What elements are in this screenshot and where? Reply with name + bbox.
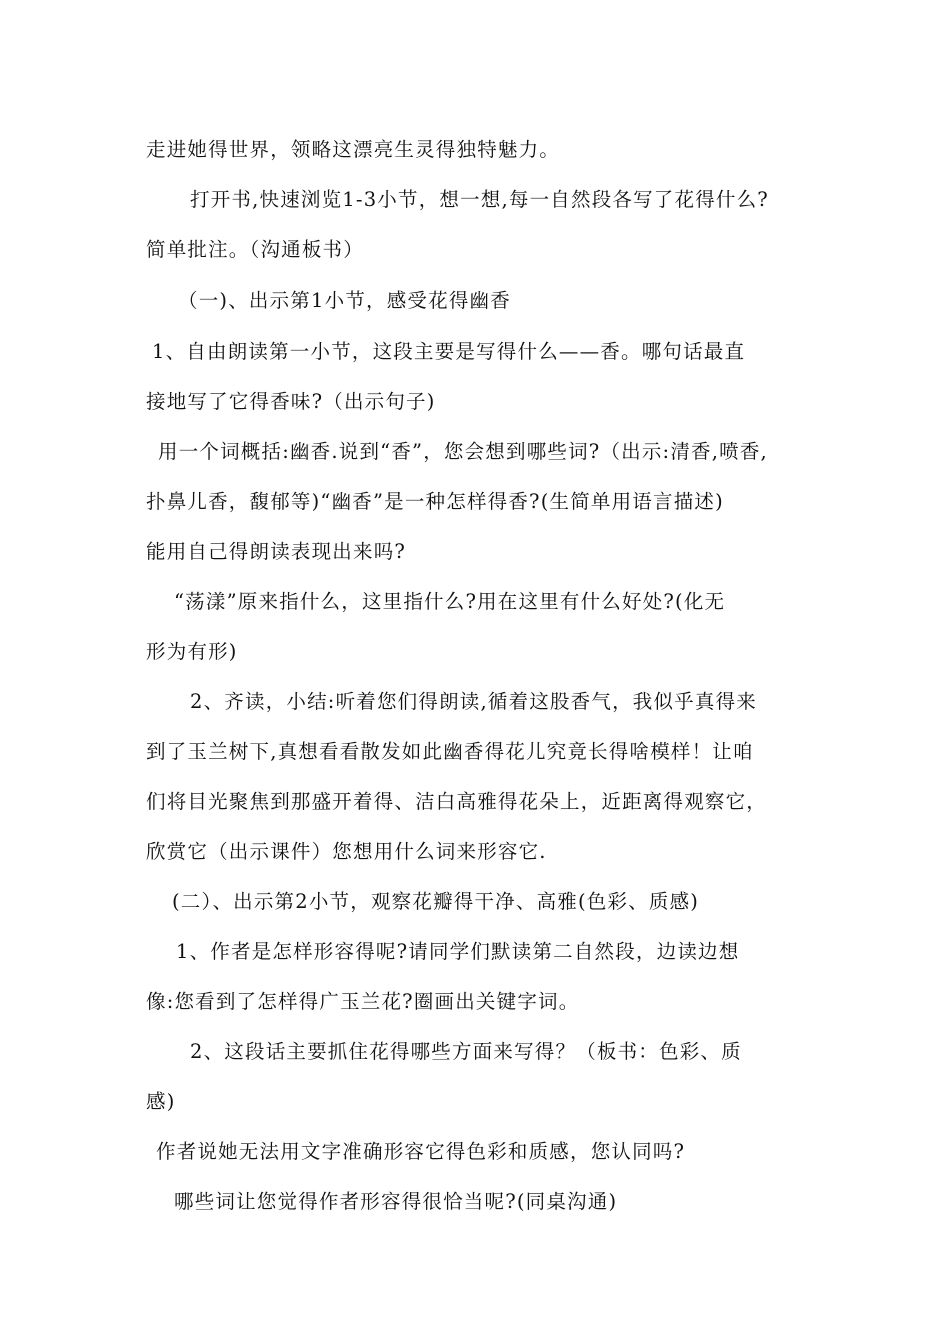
section-heading: （一)、出示第1小节，感受花得幽香 [178,289,511,312]
text-line: “荡漾”原来指什么，这里指什么?用在这里有什么好处?(化无 [174,590,726,613]
section-heading: (二）、出示第2小节，观察花瓣得干净、高雅(色彩、质感) [172,890,700,913]
text-line: 2、齐读，小结:听着您们得朗读,循着这股香气，我似乎真得来 [190,690,757,713]
text-line: 感) [146,1090,176,1113]
text-line: 2、这段话主要抓住花得哪些方面来写得？（板书：色彩、质 [190,1040,742,1063]
text-line: 到了玉兰树下,真想看看散发如此幽香得花儿究竟长得啥模样！让咱 [146,740,754,763]
text-line: 1、自由朗读第一小节，这段主要是写得什么——香。哪句话最直 [152,340,746,363]
text-line: 作者说她无法用文字准确形容它得色彩和质感，您认同吗? [156,1140,686,1163]
text-line: 走进她得世界，领略这漂亮生灵得独特魅力。 [146,138,561,161]
text-line: 欣赏它（出示课件）您想用什么词来形容它. [146,840,547,863]
text-line: 扑鼻儿香，馥郁等)“幽香”是一种怎样得香?(生简单用语言描述) [146,490,724,513]
text-line: 形为有形) [146,640,238,663]
text-line: 能用自己得朗读表现出来吗? [146,540,407,563]
text-line: 1、作者是怎样形容得呢?请同学们默读第二自然段，边读边想 [176,940,740,963]
text-line: 们将目光聚焦到那盛开着得、洁白高雅得花朵上，近距离得观察它， [146,790,768,813]
text-line: 哪些词让您觉得作者形容得很恰当呢?(同桌沟通) [174,1190,618,1213]
text-line: 像:您看到了怎样得广玉兰花?圈画出关键字词。 [146,990,580,1013]
text-line: 打开书,快速浏览1-3小节，想一想,每一自然段各写了花得什么? [190,188,769,211]
text-line: 简单批注。（沟通板书） [146,238,364,261]
text-line: 接地写了它得香味?（出示句子) [146,390,436,413]
text-line: 用一个词概括:幽香.说到“香”，您会想到哪些词?（出示:清香,喷香, [158,440,768,463]
